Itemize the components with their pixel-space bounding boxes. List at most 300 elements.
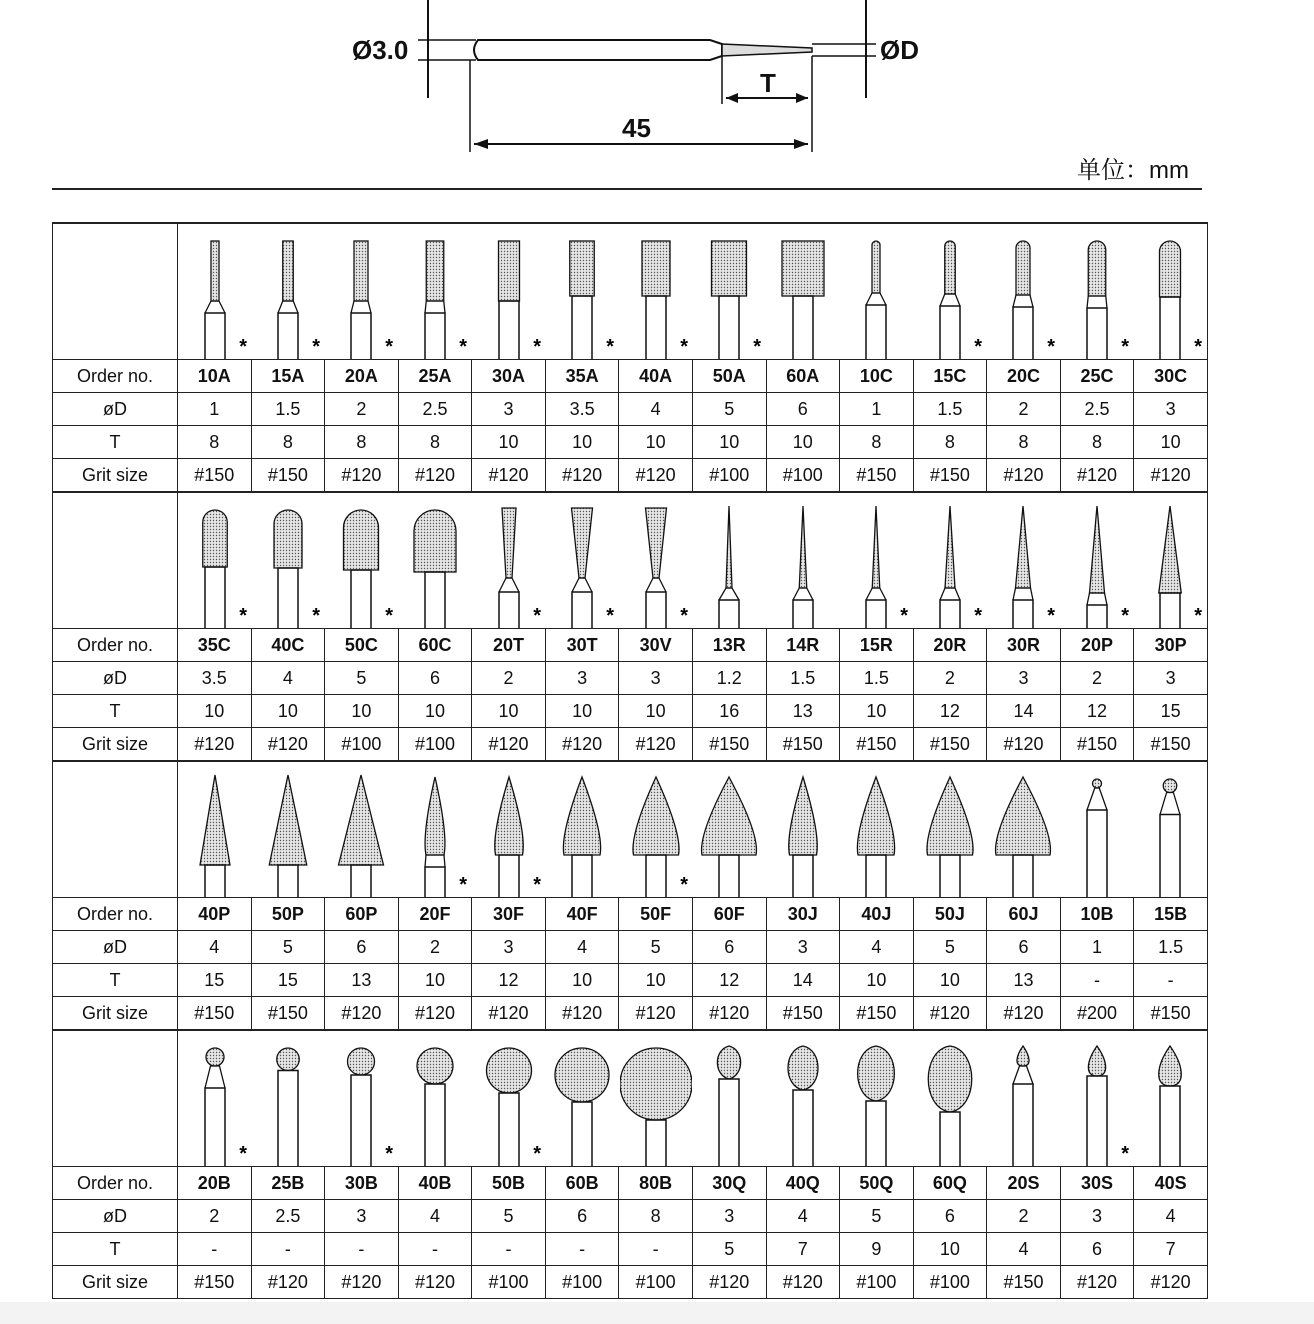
tool-picture-cell — [472, 761, 546, 898]
tool-drawing-15B — [1134, 767, 1206, 897]
length-row-label: T — [53, 426, 178, 459]
stock-asterisk: * — [974, 336, 982, 358]
tool-drawing-30F — [473, 767, 545, 897]
diameter-row-cell: 6 — [692, 931, 766, 964]
grit-size-row-cell: #120 — [325, 997, 399, 1031]
order-no-row — [53, 1167, 1208, 1200]
grit-size-row-cell: #100 — [398, 728, 472, 762]
order-no-row-cell: 50J — [913, 898, 987, 931]
length-row-cell: 10 — [398, 964, 472, 997]
tool-picture-cell — [1060, 492, 1134, 629]
length-row-cell: 10 — [1134, 426, 1208, 459]
grit-size-row-cell: #120 — [619, 997, 693, 1031]
order-no-row-cell: 40S — [1134, 1167, 1208, 1200]
tool-drawing-30P — [1134, 498, 1206, 628]
length-row-cell: 15 — [1134, 695, 1208, 728]
order-no-row-cell: 60P — [325, 898, 399, 931]
diameter-row-cell: 3 — [472, 931, 546, 964]
tool-picture-cell — [913, 223, 987, 360]
tool-picture-cell — [251, 223, 325, 360]
length-row-cell: 10 — [472, 695, 546, 728]
tool-picture-cell — [766, 223, 840, 360]
tool-drawing-20R — [914, 498, 986, 628]
length-row-cell: 8 — [840, 426, 914, 459]
length-row-label: T — [53, 695, 178, 728]
length-row-cell: 10 — [692, 426, 766, 459]
length-row-cell: 8 — [987, 426, 1061, 459]
order-no-row-cell: 35C — [178, 629, 252, 662]
tool-picture-cell — [1060, 1030, 1134, 1167]
length-row — [53, 426, 1208, 459]
tool-drawing-60C — [399, 498, 471, 628]
tool-picture-cell — [545, 1030, 619, 1167]
diameter-row — [53, 931, 1208, 964]
order-no-row-cell: 80B — [619, 1167, 693, 1200]
length-row-cell: - — [545, 1233, 619, 1266]
order-no-row-cell: 30F — [472, 898, 546, 931]
diameter-row-cell: 4 — [766, 1200, 840, 1233]
tool-picture-cell — [692, 223, 766, 360]
order-no-row-cell: 20T — [472, 629, 546, 662]
tool-drawing-60P — [325, 767, 397, 897]
order-no-row-cell: 60C — [398, 629, 472, 662]
length-row-cell: 10 — [913, 1233, 987, 1266]
tool-picture-cell — [1134, 492, 1208, 629]
diameter-row-cell: 3 — [692, 1200, 766, 1233]
grit-size-row-cell: #120 — [545, 459, 619, 493]
order-no-row-cell: 30R — [987, 629, 1061, 662]
length-row-cell: 14 — [766, 964, 840, 997]
tool-picture-cell — [987, 761, 1061, 898]
tool-picture-cell — [1134, 223, 1208, 360]
grit-size-row-cell: #120 — [766, 1266, 840, 1299]
length-row-cell: - — [619, 1233, 693, 1266]
length-row-cell: 10 — [545, 964, 619, 997]
diameter-row-cell: 2 — [1060, 662, 1134, 695]
tool-picture-cell — [545, 223, 619, 360]
length-row — [53, 695, 1208, 728]
tool-picture-cell — [178, 761, 252, 898]
diameter-row-cell: 3 — [325, 1200, 399, 1233]
length-row-cell: 10 — [251, 695, 325, 728]
length-row-label: T — [53, 964, 178, 997]
stock-asterisk: * — [459, 874, 467, 896]
length-row-cell: 10 — [398, 695, 472, 728]
length-row-label: T — [53, 1233, 178, 1266]
length-row-cell: - — [178, 1233, 252, 1266]
tool-picture-cell — [692, 492, 766, 629]
order-no-row — [53, 629, 1208, 662]
tool-drawing-20S — [987, 1036, 1059, 1166]
tool-drawing-10B — [1061, 767, 1133, 897]
grit-size-row-cell: #150 — [178, 1266, 252, 1299]
grit-size-row-cell: #120 — [398, 459, 472, 493]
diameter-row — [53, 662, 1208, 695]
tool-picture-cell — [251, 761, 325, 898]
tool-drawing-30Q — [693, 1036, 765, 1166]
length-row-cell: 7 — [1134, 1233, 1208, 1266]
stock-asterisk: * — [459, 336, 467, 358]
diameter-row-cell: 2 — [178, 1200, 252, 1233]
tool-drawing-40S — [1134, 1036, 1206, 1166]
length-row-cell: - — [398, 1233, 472, 1266]
length-row-cell: 9 — [840, 1233, 914, 1266]
stock-asterisk: * — [606, 605, 615, 627]
tool-picture-cell — [840, 761, 914, 898]
stock-asterisk: * — [1121, 1143, 1130, 1165]
tool-picture-cell — [1134, 1030, 1208, 1167]
diameter-row-cell: 5 — [619, 931, 693, 964]
tool-picture-cell — [913, 1030, 987, 1167]
header-divider — [52, 188, 1202, 190]
grit-size-row-cell: #100 — [325, 728, 399, 762]
length-row-cell: 5 — [692, 1233, 766, 1266]
tool-picture-cell — [545, 761, 619, 898]
grit-size-row-cell: #120 — [545, 997, 619, 1031]
length-row-cell: - — [472, 1233, 546, 1266]
tool-picture-cell — [1060, 223, 1134, 360]
grit-size-row-cell: #150 — [987, 1266, 1061, 1299]
tool-drawing-40Q — [767, 1036, 839, 1166]
length-row-cell: 10 — [766, 426, 840, 459]
order-no-row-cell: 20B — [178, 1167, 252, 1200]
order-no-row-cell: 20R — [913, 629, 987, 662]
diameter-row-cell: 4 — [1134, 1200, 1208, 1233]
diameter-row — [53, 393, 1208, 426]
diameter-row-cell: 3 — [987, 662, 1061, 695]
tool-picture-cell — [398, 223, 472, 360]
order-no-row-cell: 20S — [987, 1167, 1061, 1200]
diameter-row-label: øD — [53, 662, 178, 695]
grit-size-row-cell: #100 — [692, 459, 766, 493]
order-no-row-cell: 15R — [840, 629, 914, 662]
tool-picture-cell — [913, 761, 987, 898]
order-no-row-cell: 30J — [766, 898, 840, 931]
tool-drawing-30S — [1061, 1036, 1133, 1166]
diameter-row-cell: 3 — [766, 931, 840, 964]
order-no-row-cell: 13R — [692, 629, 766, 662]
order-no-row-cell: 60B — [545, 1167, 619, 1200]
length-row-cell: 10 — [178, 695, 252, 728]
diameter-row-cell: 6 — [766, 393, 840, 426]
tool-drawing-50B — [473, 1036, 545, 1166]
order-no-row-label: Order no. — [53, 360, 178, 393]
stock-asterisk: * — [312, 605, 320, 627]
length-row-cell: 12 — [913, 695, 987, 728]
grit-size-row — [53, 1266, 1208, 1299]
picture-row-blank — [53, 223, 178, 360]
order-no-row-cell: 40A — [619, 360, 693, 393]
tool-drawing-40B — [399, 1036, 471, 1166]
order-no-row-cell: 14R — [766, 629, 840, 662]
tool-picture-cell — [251, 1030, 325, 1167]
grit-size-row-cell: #100 — [619, 1266, 693, 1299]
grit-size-row-cell: #150 — [1134, 728, 1208, 762]
tool-drawing-30A — [473, 229, 545, 359]
tool-drawing-15A — [252, 229, 324, 359]
stock-asterisk: * — [1121, 605, 1130, 627]
length-row-cell: 8 — [1060, 426, 1134, 459]
tool-picture-cell — [1134, 761, 1208, 898]
picture-row-blank — [53, 761, 178, 898]
diameter-row-cell: 3.5 — [545, 393, 619, 426]
length-row-cell: 10 — [840, 964, 914, 997]
tool-drawing-20F — [399, 767, 471, 897]
tool-picture-row — [53, 223, 1208, 360]
tool-drawing-60J — [987, 767, 1059, 897]
diameter-row-cell: 4 — [178, 931, 252, 964]
diameter-row-cell: 2.5 — [398, 393, 472, 426]
tool-picture-cell — [325, 492, 399, 629]
length-row-cell: 15 — [251, 964, 325, 997]
stock-asterisk: * — [532, 336, 541, 358]
diameter-row-cell: 6 — [398, 662, 472, 695]
order-no-row-cell: 60J — [987, 898, 1061, 931]
stock-asterisk: * — [312, 336, 320, 358]
tool-picture-cell — [398, 492, 472, 629]
dimension-drawing — [0, 0, 1314, 200]
tool-picture-cell — [398, 1030, 472, 1167]
diameter-row-cell: 6 — [325, 931, 399, 964]
grit-size-row-cell: #100 — [913, 1266, 987, 1299]
length-row-cell: 10 — [545, 695, 619, 728]
tool-drawing-50P — [252, 767, 324, 897]
grit-size-row-cell: #150 — [913, 728, 987, 762]
diameter-row-cell: 2 — [472, 662, 546, 695]
diameter-row-cell: 5 — [840, 1200, 914, 1233]
grit-size-row-cell: #100 — [545, 1266, 619, 1299]
order-no-row-label: Order no. — [53, 629, 178, 662]
order-no-row-cell: 50Q — [840, 1167, 914, 1200]
grit-size-row-cell: #150 — [178, 459, 252, 493]
tool-drawing-20P — [1061, 498, 1133, 628]
diameter-row-cell: 5 — [251, 931, 325, 964]
stock-asterisk: * — [679, 874, 688, 896]
order-no-row-cell: 40J — [840, 898, 914, 931]
diameter-row-cell: 1 — [178, 393, 252, 426]
stock-asterisk: * — [679, 336, 688, 358]
diameter-row-label: øD — [53, 1200, 178, 1233]
diameter-row-cell: 2.5 — [1060, 393, 1134, 426]
tool-drawing-60A — [767, 229, 839, 359]
grit-size-row-cell: #120 — [472, 997, 546, 1031]
stock-asterisk: * — [385, 1143, 394, 1165]
grit-size-row-label: Grit size — [53, 997, 178, 1031]
grit-size-row-cell: #120 — [987, 459, 1061, 493]
grit-size-row-cell: #120 — [398, 997, 472, 1031]
order-no-row — [53, 360, 1208, 393]
grit-size-row-cell: #120 — [398, 1266, 472, 1299]
grit-size-row — [53, 459, 1208, 493]
length-row-cell: - — [251, 1233, 325, 1266]
order-no-row-cell: 40B — [398, 1167, 472, 1200]
length-row — [53, 964, 1208, 997]
tool-drawing-25A — [399, 229, 471, 359]
diameter-row-cell: 1.5 — [913, 393, 987, 426]
tool-drawing-30C — [1134, 229, 1206, 359]
footer-bar — [0, 1302, 1314, 1324]
stock-asterisk: * — [238, 605, 247, 627]
order-no-row-cell: 15C — [913, 360, 987, 393]
tool-picture-cell — [987, 492, 1061, 629]
tool-picture-cell — [913, 492, 987, 629]
tool-picture-cell — [766, 761, 840, 898]
order-no-row-cell: 60A — [766, 360, 840, 393]
diameter-row-cell: 6 — [987, 931, 1061, 964]
tool-drawing-40A — [620, 229, 692, 359]
diameter-row-cell: 1 — [1060, 931, 1134, 964]
picture-row-blank — [53, 1030, 178, 1167]
tool-drawing-14R — [767, 498, 839, 628]
grit-size-row-cell: #150 — [840, 728, 914, 762]
grit-size-row-cell: #120 — [619, 728, 693, 762]
grit-size-row-cell: #150 — [251, 997, 325, 1031]
order-no-row-cell: 50F — [619, 898, 693, 931]
grit-size-row-cell: #120 — [325, 1266, 399, 1299]
tool-drawing-60Q — [914, 1036, 986, 1166]
order-no-row-cell: 10C — [840, 360, 914, 393]
grit-size-row-cell: #150 — [692, 728, 766, 762]
diameter-row-cell: 5 — [692, 393, 766, 426]
diameter-row-cell: 6 — [913, 1200, 987, 1233]
tool-picture-cell — [325, 1030, 399, 1167]
tool-drawing-50C — [325, 498, 397, 628]
tool-picture-cell — [178, 223, 252, 360]
tool-drawing-60F — [693, 767, 765, 897]
tool-picture-cell — [619, 761, 693, 898]
tool-picture-cell — [472, 1030, 546, 1167]
order-no-row-cell: 40Q — [766, 1167, 840, 1200]
tool-drawing-50F — [620, 767, 692, 897]
picture-row-blank — [53, 492, 178, 629]
length-row-cell: 8 — [398, 426, 472, 459]
tool-picture-cell — [472, 223, 546, 360]
tool-drawing-30V — [620, 498, 692, 628]
tool-drawing-30J — [767, 767, 839, 897]
tool-drawing-30R — [987, 498, 1059, 628]
order-no-row-cell: 20A — [325, 360, 399, 393]
grit-size-row-cell: #120 — [1060, 459, 1134, 493]
tool-drawing-40C — [252, 498, 324, 628]
diameter-row-cell: 3.5 — [178, 662, 252, 695]
tool-picture-cell — [987, 1030, 1061, 1167]
diameter-row-cell: 5 — [472, 1200, 546, 1233]
stock-asterisk: * — [238, 1143, 247, 1165]
grit-size-row-cell: #150 — [840, 459, 914, 493]
tool-drawing-35C — [179, 498, 251, 628]
tool-picture-cell — [619, 223, 693, 360]
order-no-row-label: Order no. — [53, 898, 178, 931]
length-row-cell: 7 — [766, 1233, 840, 1266]
order-no-row-cell: 30T — [545, 629, 619, 662]
tool-picture-cell — [840, 492, 914, 629]
stock-asterisk: * — [1194, 336, 1203, 358]
tool-picture-cell — [987, 223, 1061, 360]
grit-size-row-label: Grit size — [53, 459, 178, 493]
diameter-row-cell: 1.2 — [692, 662, 766, 695]
tool-picture-cell — [178, 492, 252, 629]
order-no-row-cell: 30B — [325, 1167, 399, 1200]
diameter-row-cell: 8 — [619, 1200, 693, 1233]
length-row-cell: 8 — [913, 426, 987, 459]
tool-drawing-80B — [620, 1036, 692, 1166]
tool-drawing-30T — [546, 498, 618, 628]
length-row-cell: 12 — [1060, 695, 1134, 728]
stock-asterisk: * — [1047, 605, 1056, 627]
tool-picture-row — [53, 492, 1208, 629]
length-row-cell: - — [1060, 964, 1134, 997]
unit-label: 单位：mm — [1077, 157, 1189, 184]
order-no-row-cell: 20F — [398, 898, 472, 931]
grit-size-row-cell: #120 — [692, 997, 766, 1031]
length-row-cell: 14 — [987, 695, 1061, 728]
order-no-row-cell: 20P — [1060, 629, 1134, 662]
tool-drawing-15R — [840, 498, 912, 628]
order-no-row-cell: 30V — [619, 629, 693, 662]
length-row-cell: 10 — [913, 964, 987, 997]
diameter-row-label: øD — [53, 393, 178, 426]
tool-drawing-50Q — [840, 1036, 912, 1166]
length-row-cell: 6 — [1060, 1233, 1134, 1266]
grit-size-row-cell: #150 — [840, 997, 914, 1031]
grit-size-row-cell: #150 — [251, 459, 325, 493]
tool-picture-cell — [325, 223, 399, 360]
length-row-cell: 13 — [325, 964, 399, 997]
tool-drawing-35A — [546, 229, 618, 359]
tool-picture-row — [53, 761, 1208, 898]
tip-diameter-label: ØD — [880, 35, 919, 65]
diameter-row-cell: 3 — [472, 393, 546, 426]
diameter-row-cell: 2 — [913, 662, 987, 695]
tool-drawing-20C — [987, 229, 1059, 359]
grit-size-row-cell: #120 — [178, 728, 252, 762]
length-row-cell: 13 — [766, 695, 840, 728]
grit-size-row-cell: #120 — [472, 728, 546, 762]
order-no-row-cell: 30P — [1134, 629, 1208, 662]
grit-size-row-cell: #120 — [1060, 1266, 1134, 1299]
diameter-row-cell: 3 — [1060, 1200, 1134, 1233]
grit-size-row-cell: #120 — [251, 1266, 325, 1299]
grit-size-row-cell: #120 — [619, 459, 693, 493]
grit-size-row-cell: #100 — [766, 459, 840, 493]
order-no-row — [53, 898, 1208, 931]
stock-asterisk: * — [238, 336, 247, 358]
tool-picture-cell — [251, 492, 325, 629]
grit-size-row-cell: #120 — [987, 997, 1061, 1031]
length-row-cell: 10 — [619, 695, 693, 728]
tool-picture-cell — [840, 223, 914, 360]
grit-size-row-cell: #120 — [987, 728, 1061, 762]
tool-picture-cell — [472, 492, 546, 629]
order-no-row-cell: 40C — [251, 629, 325, 662]
order-no-row-cell: 60Q — [913, 1167, 987, 1200]
tool-picture-cell — [692, 1030, 766, 1167]
grit-size-row-cell: #120 — [325, 459, 399, 493]
grit-size-row-cell: #100 — [840, 1266, 914, 1299]
length-row-cell: 13 — [987, 964, 1061, 997]
length-row-cell: 10 — [619, 964, 693, 997]
diameter-row-cell: 2 — [987, 1200, 1061, 1233]
diameter-row-cell: 2 — [987, 393, 1061, 426]
length-row-cell: 10 — [619, 426, 693, 459]
diameter-row-cell: 4 — [545, 931, 619, 964]
tool-drawing-13R — [693, 498, 765, 628]
tool-drawing-20T — [473, 498, 545, 628]
diameter-row-cell: 1.5 — [766, 662, 840, 695]
diameter-row-cell: 2 — [398, 931, 472, 964]
order-no-row-cell: 30C — [1134, 360, 1208, 393]
order-no-row-cell: 50B — [472, 1167, 546, 1200]
